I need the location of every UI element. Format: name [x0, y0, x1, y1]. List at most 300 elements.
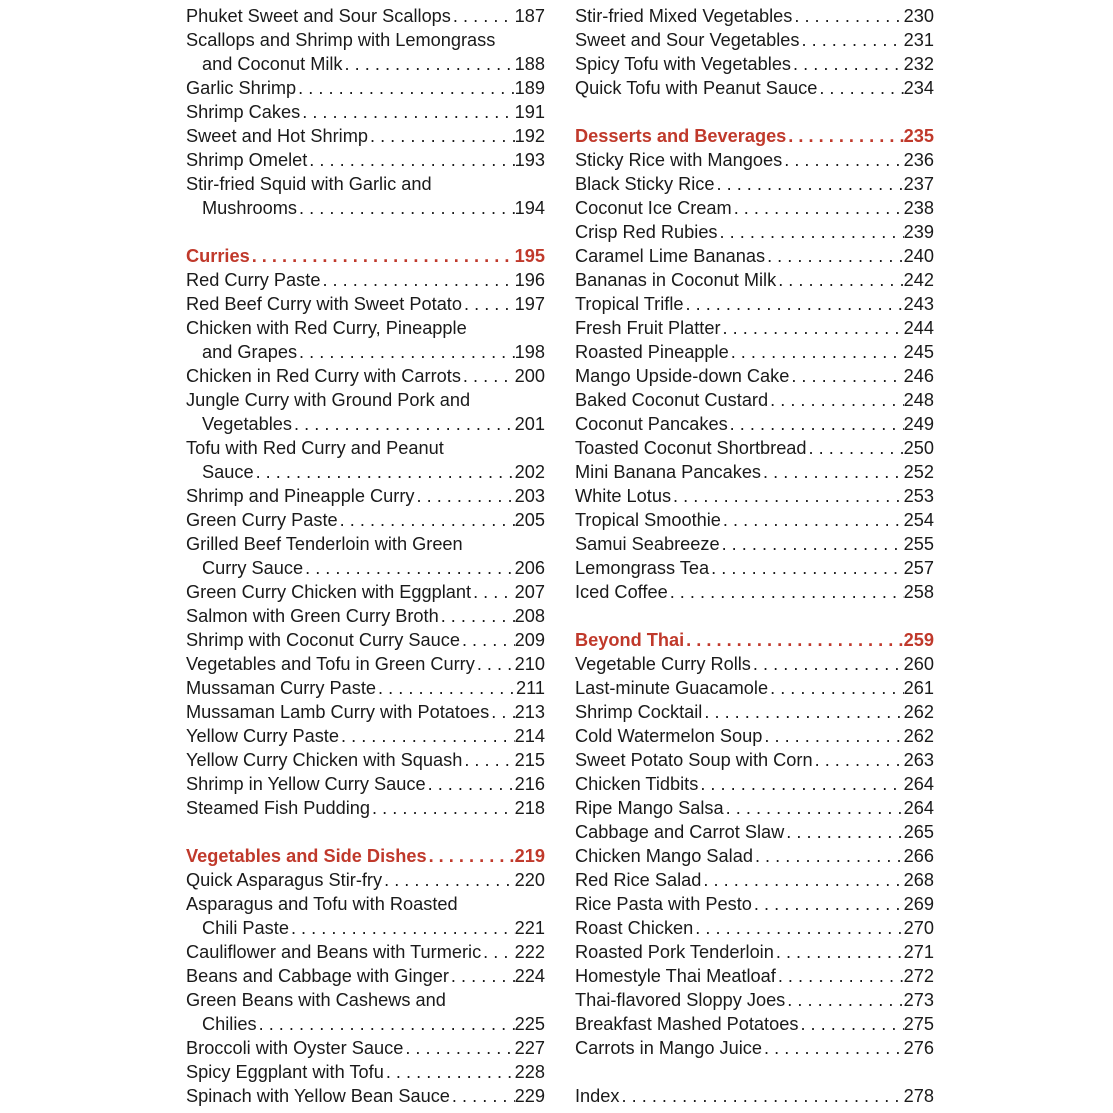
toc-entry	[575, 172, 934, 196]
toc-entry	[186, 508, 545, 532]
page-number: 243	[903, 294, 934, 314]
toc-entry	[186, 940, 545, 964]
entry-title: Cabbage and Carrot Slaw	[575, 822, 785, 842]
toc-entry	[186, 76, 545, 100]
page-number: 222	[514, 942, 545, 962]
entry-title: Stir-fried Squid with Garlic and	[186, 174, 432, 194]
toc-entry	[186, 916, 545, 940]
toc-entry	[575, 4, 934, 28]
page-number: 269	[903, 894, 934, 914]
dot-leader	[451, 4, 515, 28]
entry-title: Salmon with Green Curry Broth	[186, 606, 439, 626]
dot-leader	[382, 868, 515, 892]
entry-title: Roasted Pork Tenderloin	[575, 942, 774, 962]
entry-title: Roasted Pineapple	[575, 342, 729, 362]
entry-title: Rice Pasta with Pesto	[575, 894, 752, 914]
page-number: 232	[903, 54, 934, 74]
entry-title: Tropical Trifle	[575, 294, 684, 314]
entry-title: Chicken Tidbits	[575, 774, 699, 794]
toc-entry	[186, 700, 545, 724]
entry-title: Coconut Pancakes	[575, 414, 728, 434]
page-number: 225	[514, 1014, 545, 1034]
toc-entry	[575, 724, 934, 748]
dot-leader	[789, 364, 903, 388]
dot-leader	[751, 652, 904, 676]
dot-leader	[376, 676, 516, 700]
dot-leader	[462, 292, 515, 316]
toc-entry	[575, 268, 934, 292]
entry-title: Quick Asparagus Stir-fry	[186, 870, 383, 890]
toc-entry-first-line	[186, 172, 545, 196]
section-spacer	[186, 820, 545, 844]
toc-entry	[575, 484, 934, 508]
section-heading	[575, 628, 934, 652]
toc-entry	[575, 652, 934, 676]
toc-entry-first-line	[186, 388, 545, 412]
page-number: 255	[903, 534, 934, 554]
dot-leader	[761, 460, 904, 484]
entry-title: Roast Chicken	[575, 918, 694, 938]
toc-entry	[186, 628, 545, 652]
entry-title: Index	[575, 1086, 620, 1106]
toc-entry	[186, 196, 545, 220]
page-number: 262	[903, 726, 934, 746]
toc-entry	[575, 220, 934, 244]
entry-title: Jungle Curry with Ground Pork and	[186, 390, 471, 410]
dot-leader	[729, 340, 904, 364]
page-number: 224	[514, 966, 545, 986]
dot-leader	[339, 724, 515, 748]
dot-leader	[792, 4, 903, 28]
entry-title: Sweet and Hot Shrimp	[186, 126, 368, 146]
toc-entry	[575, 916, 934, 940]
entry-title: Shrimp and Pineapple Curry	[186, 486, 415, 506]
toc-entry	[575, 76, 934, 100]
toc-entry	[575, 508, 934, 532]
section-spacer	[575, 100, 934, 124]
entry-title: Ripe Mango Salsa	[575, 798, 724, 818]
entry-title: Shrimp Omelet	[186, 150, 308, 170]
section-spacer	[575, 1060, 934, 1084]
toc-entry	[575, 340, 934, 364]
dot-leader	[307, 148, 514, 172]
toc-entry	[575, 28, 934, 52]
entry-title: Homestyle Thai Meatloaf	[575, 966, 776, 986]
dot-leader	[471, 580, 515, 604]
dot-leader	[774, 940, 904, 964]
page-number: 244	[903, 318, 934, 338]
entry-title: Carrots in Mango Juice	[575, 1038, 763, 1058]
dot-leader	[671, 484, 904, 508]
entry-title: Coconut Ice Cream	[575, 198, 732, 218]
page-number: 210	[514, 654, 545, 674]
dot-leader	[292, 412, 515, 436]
page-number: 240	[903, 246, 934, 266]
entry-title: Yellow Curry Paste	[186, 726, 339, 746]
page-number: 198	[514, 342, 545, 362]
page-number: 206	[514, 558, 545, 578]
dot-leader	[683, 292, 903, 316]
entry-title: Mushrooms	[202, 198, 298, 218]
entry-title: Grilled Beef Tenderloin with Green	[186, 534, 463, 554]
toc-entry	[575, 748, 934, 772]
toc-entry	[186, 1060, 545, 1084]
dot-leader	[620, 1084, 904, 1108]
dot-leader	[427, 844, 515, 868]
dot-leader	[462, 748, 514, 772]
entry-title: Mini Banana Pancakes	[575, 462, 762, 482]
section-title: Vegetables and Side Dishes	[186, 846, 427, 866]
entry-title: Caramel Lime Bananas	[575, 246, 766, 266]
page-number: 218	[514, 798, 545, 818]
page-number: 258	[903, 582, 934, 602]
toc-entry	[186, 676, 545, 700]
dot-leader	[720, 532, 904, 556]
toc-entry	[575, 940, 934, 964]
page-number: 273	[903, 990, 934, 1010]
entry-title: Red Rice Salad	[575, 870, 702, 890]
page-number: 261	[903, 678, 934, 698]
page-number: 200	[514, 366, 545, 386]
page-number: 260	[903, 654, 934, 674]
dot-leader	[449, 964, 515, 988]
dot-leader	[807, 436, 904, 460]
dot-leader	[481, 940, 514, 964]
page-number: 278	[903, 1086, 934, 1106]
entry-title: Yellow Curry Chicken with Squash	[186, 750, 463, 770]
page-number: 238	[903, 198, 934, 218]
dot-leader	[338, 508, 515, 532]
toc-entry	[575, 244, 934, 268]
dot-leader	[718, 220, 904, 244]
dot-leader	[426, 772, 515, 796]
entry-title: Spicy Tofu with Vegetables	[575, 54, 792, 74]
toc-entry	[575, 436, 934, 460]
toc-entry	[186, 580, 545, 604]
dot-leader	[714, 172, 903, 196]
toc-entry	[186, 364, 545, 388]
toc-entry-first-line	[186, 988, 545, 1012]
entry-title: Shrimp in Yellow Curry Sauce	[186, 774, 426, 794]
entry-title: Red Beef Curry with Sweet Potato	[186, 294, 462, 314]
page-number: 197	[514, 294, 545, 314]
page-number: 248	[903, 390, 934, 410]
dot-leader	[320, 268, 514, 292]
toc-entry	[186, 556, 545, 580]
page-number: 220	[514, 870, 545, 890]
dot-leader	[668, 580, 904, 604]
page-number: 192	[514, 126, 545, 146]
dot-leader	[776, 268, 903, 292]
toc-entry	[575, 292, 934, 316]
toc-entry	[575, 388, 934, 412]
dot-leader	[765, 244, 904, 268]
entry-title: Beans and Cabbage with Ginger	[186, 966, 449, 986]
page-number: 236	[903, 150, 934, 170]
page-number: 193	[514, 150, 545, 170]
toc-entry-first-line	[186, 28, 545, 52]
page-number: 263	[903, 750, 934, 770]
toc-entry	[575, 52, 934, 76]
toc-entry-first-line	[186, 532, 545, 556]
dot-leader	[384, 1060, 515, 1084]
dot-leader	[475, 652, 515, 676]
dot-leader	[250, 244, 515, 268]
dot-leader	[254, 460, 515, 484]
dot-leader	[753, 844, 904, 868]
page-number: 207	[514, 582, 545, 602]
page-number: 270	[903, 918, 934, 938]
entry-title: Cold Watermelon Soup	[575, 726, 763, 746]
dot-leader	[784, 820, 903, 844]
entry-title: Tofu with Red Curry and Peanut	[186, 438, 444, 458]
section-heading	[186, 244, 545, 268]
toc-entry	[575, 532, 934, 556]
toc-entry	[575, 820, 934, 844]
toc-right-column	[575, 4, 934, 1108]
toc-entry	[575, 772, 934, 796]
page-number: 254	[903, 510, 934, 530]
page-number: 257	[903, 558, 934, 578]
entry-title: Asparagus and Tofu with Roasted	[186, 894, 458, 914]
dot-leader	[693, 916, 903, 940]
dot-leader	[817, 76, 903, 100]
page-number: 201	[514, 414, 545, 434]
page-number: 194	[514, 198, 545, 218]
entry-title: Mussaman Curry Paste	[186, 678, 377, 698]
entry-title: Vegetable Curry Rolls	[575, 654, 751, 674]
section-title: Beyond Thai	[575, 630, 685, 650]
entry-title: Green Curry Chicken with Eggplant	[186, 582, 472, 602]
entry-title: Baked Coconut Custard	[575, 390, 769, 410]
dot-leader	[343, 52, 515, 76]
toc-entry	[186, 340, 545, 364]
entry-title: Chili Paste	[202, 918, 289, 938]
dot-leader	[289, 916, 515, 940]
page-number: 187	[514, 6, 545, 26]
toc-entry	[186, 868, 545, 892]
toc-entry	[575, 196, 934, 220]
page-number: 245	[903, 342, 934, 362]
page-number: 213	[514, 702, 545, 722]
dot-leader	[460, 628, 515, 652]
page-number: 246	[903, 366, 934, 386]
entry-title: Broccoli with Oyster Sauce	[186, 1038, 404, 1058]
dot-leader	[768, 388, 904, 412]
toc-entry	[186, 796, 545, 820]
toc-entry	[186, 964, 545, 988]
toc-entry	[186, 484, 545, 508]
page-number: 215	[514, 750, 545, 770]
entry-title: Red Curry Paste	[186, 270, 321, 290]
dot-leader	[297, 196, 515, 220]
page-number: 205	[514, 510, 545, 530]
dot-leader	[450, 1084, 515, 1108]
page-number: 214	[514, 726, 545, 746]
dot-leader	[684, 628, 904, 652]
toc-entry	[186, 1084, 545, 1108]
page-number: 211	[516, 678, 545, 698]
page-number: 221	[514, 918, 545, 938]
toc-entry	[575, 700, 934, 724]
toc-entry	[575, 148, 934, 172]
page-number: 266	[903, 846, 934, 866]
entry-title: Chicken with Red Curry, Pineapple	[186, 318, 467, 338]
page-number: 252	[903, 462, 934, 482]
toc-entry	[186, 604, 545, 628]
dot-leader	[732, 196, 904, 220]
toc-entry	[186, 148, 545, 172]
page-number: 268	[903, 870, 934, 890]
dot-leader	[762, 724, 903, 748]
entry-title: Vegetables	[202, 414, 293, 434]
toc-entry	[575, 676, 934, 700]
entry-title: Iced Coffee	[575, 582, 668, 602]
entry-title: Breakfast Mashed Potatoes	[575, 1014, 799, 1034]
page-number: 202	[514, 462, 545, 482]
entry-title: Bananas in Coconut Milk	[575, 270, 777, 290]
entry-title: Cauliflower and Beans with Turmeric	[186, 942, 482, 962]
section-spacer	[575, 604, 934, 628]
toc-entry	[186, 52, 545, 76]
dot-leader	[370, 796, 515, 820]
toc-entry	[186, 748, 545, 772]
toc-entry	[575, 412, 934, 436]
entry-title: Phuket Sweet and Sour Scallops	[186, 6, 451, 26]
page-number: 229	[514, 1086, 545, 1106]
dot-leader	[776, 964, 904, 988]
entry-title: Quick Tofu with Peanut Sauce	[575, 78, 818, 98]
entry-title: Curry Sauce	[202, 558, 304, 578]
dot-leader	[303, 556, 515, 580]
entry-title: Spicy Eggplant with Tofu	[186, 1062, 384, 1082]
toc-entry	[575, 892, 934, 916]
entry-title: Mango Upside-down Cake	[575, 366, 790, 386]
entry-title: Shrimp Cakes	[186, 102, 301, 122]
dot-leader	[461, 364, 515, 388]
entry-title: Black Sticky Rice	[575, 174, 715, 194]
page-number: 219	[514, 846, 545, 866]
entry-title: Samui Seabreeze	[575, 534, 720, 554]
entry-title: Lemongrass Tea	[575, 558, 710, 578]
page-number: 271	[903, 942, 934, 962]
dot-leader	[728, 412, 904, 436]
entry-title: Chicken Mango Salad	[575, 846, 753, 866]
page-number: 237	[903, 174, 934, 194]
toc-entry	[575, 964, 934, 988]
entry-title: Spinach with Yellow Bean Sauce	[186, 1086, 450, 1106]
page-number: 216	[514, 774, 545, 794]
dot-leader	[813, 748, 904, 772]
page-number: 239	[903, 222, 934, 242]
page-number: 249	[903, 414, 934, 434]
entry-title: Sweet Potato Soup with Corn	[575, 750, 813, 770]
toc-entry-first-line	[186, 316, 545, 340]
toc-entry	[186, 4, 545, 28]
dot-leader	[752, 892, 904, 916]
dot-leader	[701, 868, 903, 892]
toc-entry	[186, 292, 545, 316]
page-number: 230	[903, 6, 934, 26]
dot-leader	[799, 28, 903, 52]
page-number: 276	[903, 1038, 934, 1058]
dot-leader	[403, 1036, 514, 1060]
page-number: 259	[903, 630, 934, 650]
entry-title: Tropical Smoothie	[575, 510, 721, 530]
toc-entry	[186, 124, 545, 148]
page-number: 264	[903, 774, 934, 794]
entry-title: Vegetables and Tofu in Green Curry	[186, 654, 475, 674]
toc-entry	[186, 652, 545, 676]
dot-leader	[297, 340, 515, 364]
page-number: 234	[903, 78, 934, 98]
page-number: 228	[514, 1062, 545, 1082]
page-number: 265	[903, 822, 934, 842]
toc-entry	[186, 724, 545, 748]
entry-title: Green Beans with Cashews and	[186, 990, 446, 1010]
entry-title: Garlic Shrimp	[186, 78, 297, 98]
dot-leader	[698, 772, 903, 796]
page-number: 242	[903, 270, 934, 290]
dot-leader	[768, 676, 904, 700]
section-title: Curries	[186, 246, 250, 266]
entry-title: Stir-fried Mixed Vegetables	[575, 6, 793, 26]
page-number: 253	[903, 486, 934, 506]
dot-leader	[439, 604, 515, 628]
toc-entry	[186, 460, 545, 484]
page-number: 203	[514, 486, 545, 506]
toc-entry-first-line	[186, 436, 545, 460]
page-number: 188	[514, 54, 545, 74]
toc-entry	[186, 268, 545, 292]
entry-title: Shrimp with Coconut Curry Sauce	[186, 630, 460, 650]
toc-entry	[575, 1084, 934, 1108]
toc-entry	[575, 1036, 934, 1060]
entry-title: Steamed Fish Pudding	[186, 798, 371, 818]
entry-title: Crisp Red Rubies	[575, 222, 718, 242]
page-number: 189	[514, 78, 545, 98]
dot-leader	[721, 508, 904, 532]
entry-title: Fresh Fruit Platter	[575, 318, 721, 338]
dot-leader	[414, 484, 514, 508]
page-number: 235	[903, 126, 934, 146]
toc-entry	[575, 316, 934, 340]
toc-entry	[575, 556, 934, 580]
dot-leader	[786, 124, 903, 148]
section-title: Desserts and Beverages	[575, 126, 787, 146]
entry-title: Chicken in Red Curry with Carrots	[186, 366, 461, 386]
dot-leader	[368, 124, 515, 148]
page-number: 196	[514, 270, 545, 290]
section-spacer	[186, 220, 545, 244]
dot-leader	[702, 700, 903, 724]
entry-title: Sweet and Sour Vegetables	[575, 30, 800, 50]
dot-leader	[489, 700, 514, 724]
page-number: 275	[903, 1014, 934, 1034]
toc-entry	[575, 844, 934, 868]
entry-title: Last-minute Guacamole	[575, 678, 769, 698]
page-number: 227	[514, 1038, 545, 1058]
dot-leader	[724, 796, 904, 820]
entry-title: Sticky Rice with Mangoes	[575, 150, 783, 170]
entry-title: and Grapes	[202, 342, 298, 362]
toc-entry	[575, 796, 934, 820]
toc-entry-first-line	[186, 892, 545, 916]
dot-leader	[782, 148, 903, 172]
toc-entry	[575, 580, 934, 604]
toc-entry	[186, 412, 545, 436]
toc-entry	[575, 1012, 934, 1036]
